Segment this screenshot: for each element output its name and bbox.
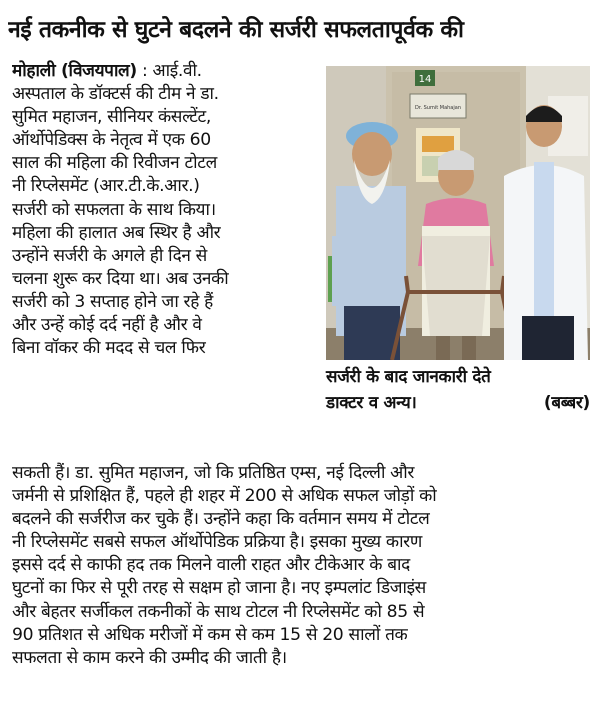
article-line: बिना वॉकर की मदद से चल फिर	[12, 338, 206, 359]
article-line: ऑर्थोपेडिक्स के नेतृत्व में एक 60	[12, 130, 211, 151]
article-line: चलना शुरू कर दिया था। अब उनकी	[12, 268, 229, 289]
caption-line: सर्जरी के बाद जानकारी देते	[326, 367, 491, 387]
article-line: 90 प्रतिशत से अधिक मरीजों में कम से कम 15 से 20 सालों तक	[12, 624, 408, 645]
article-line: अस्पताल के डॉक्टर्स की टीम ने डा.	[12, 84, 219, 105]
photo-credit: (बब्बर)	[543, 393, 590, 413]
article-line: नी रिप्लेसमेंट सबसे सफल ऑर्थोपेडिक प्रक्रिया है। इसका मुख्य कारण	[12, 532, 422, 553]
article-column	[12, 60, 317, 360]
headline: नई तकनीक से घुटने बदलने की सर्जरी सफलतापूर्वक की	[8, 17, 464, 43]
article-line: नी रिप्लेसमेंट (आर.टी.के.आर.)	[12, 176, 200, 197]
caption-text: डाक्टर व अन्य।	[326, 393, 417, 413]
article-line: और बेहतर सर्जीकल तकनीकों के साथ टोटल नी रिप्लेसमेंट को 85 से	[12, 601, 425, 622]
article-line: साल की महिला की रिवीजन टोटल	[12, 153, 217, 174]
article-line: सकती हैं। डा. सुमित महाजन, जो कि प्रतिष्ठित एम्स, नई दिल्ली और	[12, 463, 415, 483]
article-continued	[12, 462, 592, 670]
article-line: सुमित महाजन, सीनियर कंसल्टेंट,	[12, 107, 211, 128]
article-line: उन्होंने सर्जरी के अगले ही दिन से	[12, 245, 207, 266]
room-number: 14	[418, 74, 432, 85]
article-line: सर्जरी को सफलता के साथ किया।	[12, 199, 216, 220]
caption-line	[326, 390, 590, 416]
article-line: सफलता से काम करने की उम्मीद की जाती है।	[12, 647, 287, 668]
article-line: जर्मनी से प्रशिक्षित हैं, पहले ही शहर में 200 से अधिक सफल जोड़ों को	[12, 486, 437, 507]
article-line: इससे दर्द से काफी हद तक मिलने वाली राहत और टीकेआर के बाद	[12, 555, 410, 576]
article-line-text: : आई.वी.	[136, 61, 202, 81]
dateline: मोहाली (विजयपाल)	[12, 61, 137, 81]
door-sign: Dr. Sumit Mahajan	[414, 105, 462, 111]
article-line: घुटनों का फिर से पूरी तरह से सक्षम हो जाना है। नए इम्पलांट डिजाइंस	[12, 578, 426, 599]
article-line: बदलने की सर्जरीज कर चुके हैं। उन्होंने कहा कि वर्तमान समय में टोटल	[12, 509, 430, 530]
photo-caption	[326, 364, 590, 432]
article-line: सर्जरी को 3 सप्ताह होने जा रहे हैं	[12, 291, 213, 312]
article-line: महिला की हालात अब स्थिर है और	[12, 222, 221, 243]
photo-illustration	[326, 66, 590, 360]
article-line: और उन्हें कोई दर्द नहीं है और वे	[12, 315, 202, 336]
article-line	[12, 60, 317, 83]
news-photo	[326, 66, 590, 360]
